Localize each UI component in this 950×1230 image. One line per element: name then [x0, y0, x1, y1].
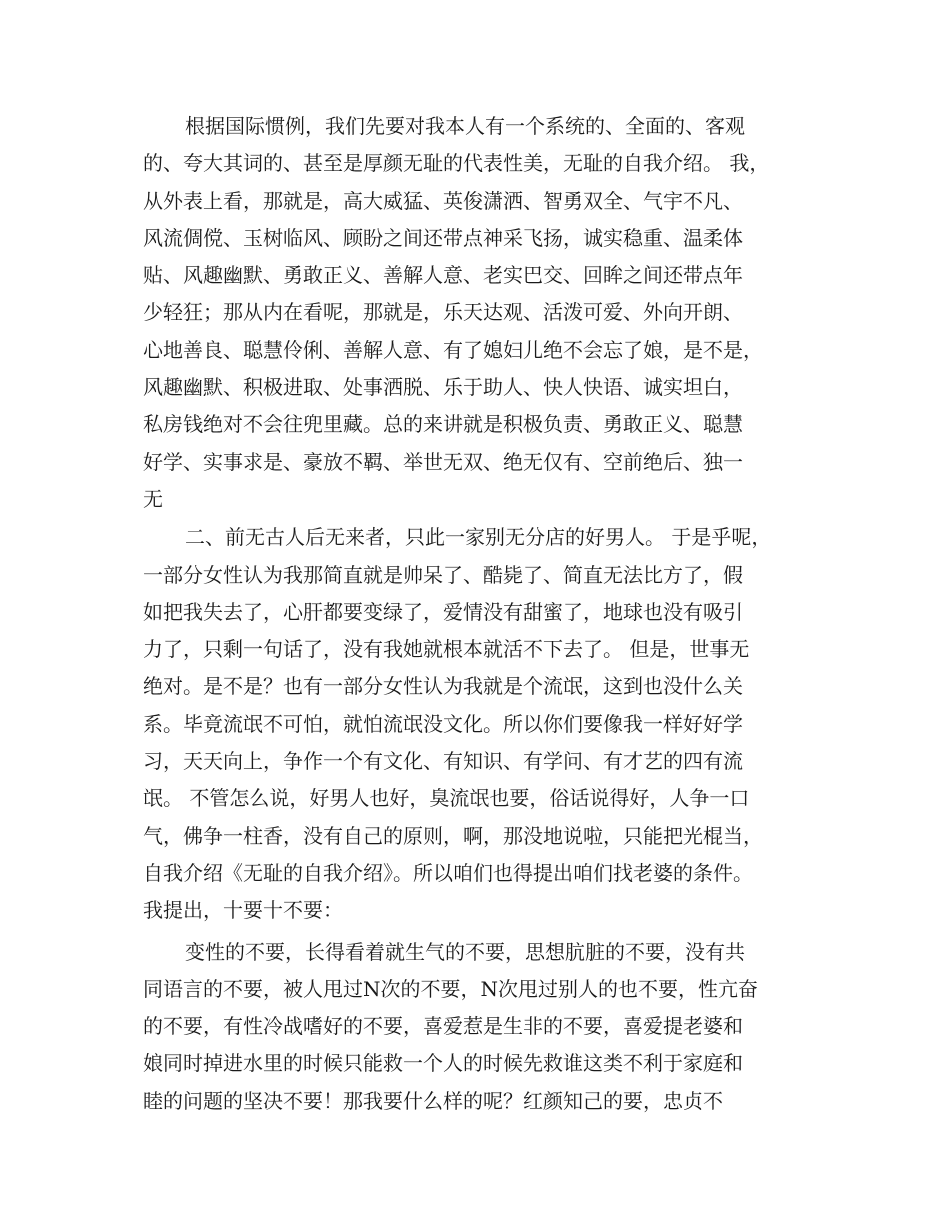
text-line: 系。毕竟流氓不可怕，就怕流氓没文化。所以你们要像我一样好好学 [143, 711, 743, 736]
text-line: 贴、风趣幽默、勇敢正义、善解人意、老实巴交、回眸之间还带点年 [143, 263, 743, 288]
text-line: 自我介绍《无耻的自我介绍》。所以咱们也得提出咱们找老婆的条件。 [143, 860, 753, 885]
text-line: 一部分女性认为我那简直就是帅呆了、酷毙了、简直无法比方了，假 [143, 562, 743, 587]
text-line: 的、夸大其词的、甚至是厚颜无耻的代表性美，无耻的自我介绍。 我， [143, 151, 770, 176]
text-line: 心地善良、聪慧伶俐、善解人意、有了媳妇儿绝不会忘了娘，是不是， [143, 337, 763, 362]
text-line: 二、前无古人后无来者，只此一家别无分店的好男人。 于是乎呢， [185, 525, 772, 550]
paragraph-conditions [143, 934, 823, 1120]
paragraph-self-introduction [143, 108, 823, 518]
text-line: 私房钱绝对不会往兜里藏。总的来讲就是积极负责、勇敢正义、聪慧 [143, 412, 743, 437]
text-line: 习，天天向上，争作一个有文化、有知识、有学问、有才艺的四有流 [143, 749, 743, 774]
text-line: 变性的不要，长得看着就生气的不要，思想肮脏的不要，没有共 [185, 939, 745, 964]
text-line: 娘同时掉进水里的时候只能救一个人的时候先救谁这类不利于家庭和 [143, 1051, 743, 1076]
text-line: 气，佛争一柱香，没有自己的原则，啊，那没地说啦，只能把光棍当， [143, 823, 763, 848]
text-line: 好学、实事求是、豪放不羁、举世无双、绝无仅有、空前绝后、独一 [143, 449, 743, 474]
text-line: 同语言的不要，被人甩过N次的不要，N次甩过别人的也不要，性亢奋 [143, 976, 758, 1001]
text-line: 少轻狂；那从内在看呢，那就是，乐天达观、活泼可爱、外向开朗、 [143, 300, 743, 325]
text-line: 无 [143, 486, 163, 511]
text-line: 力了，只剩一句话了，没有我她就根本就活不下去了。 但是，世事无 [143, 637, 750, 662]
text-line: 风流倜傥、玉树临风、顾盼之间还带点神采飞扬，诚实稳重、温柔体 [143, 225, 743, 250]
text-line: 的不要，有性冷战嗜好的不要，喜爱惹是生非的不要，喜爱提老婆和 [143, 1014, 743, 1039]
text-line: 如把我失去了，心肝都要变绿了，爱情没有甜蜜了，地球也没有吸引 [143, 599, 743, 624]
document-body [143, 108, 823, 1120]
paragraph-good-man [143, 519, 823, 929]
text-line: 从外表上看，那就是，高大威猛、英俊潇洒、智勇双全、气宇不凡、 [143, 188, 743, 213]
text-line: 睦的问题的坚决不要！那我要什么样的呢？红颜知己的要，忠贞不 [143, 1088, 723, 1113]
text-line: 风趣幽默、积极进取、处事洒脱、乐于助人、快人快语、诚实坦白， [143, 375, 743, 400]
text-line: 根据国际惯例，我们先要对我本人有一个系统的、全面的、客观 [185, 114, 745, 138]
text-line: 绝对。是不是？也有一部分女性认为我就是个流氓，这到也没什么关 [143, 674, 743, 699]
text-line: 我提出，十要十不要： [143, 898, 343, 923]
text-line: 氓。 不管怎么说，好男人也好，臭流氓也要，俗话说得好，人争一口 [143, 786, 750, 811]
